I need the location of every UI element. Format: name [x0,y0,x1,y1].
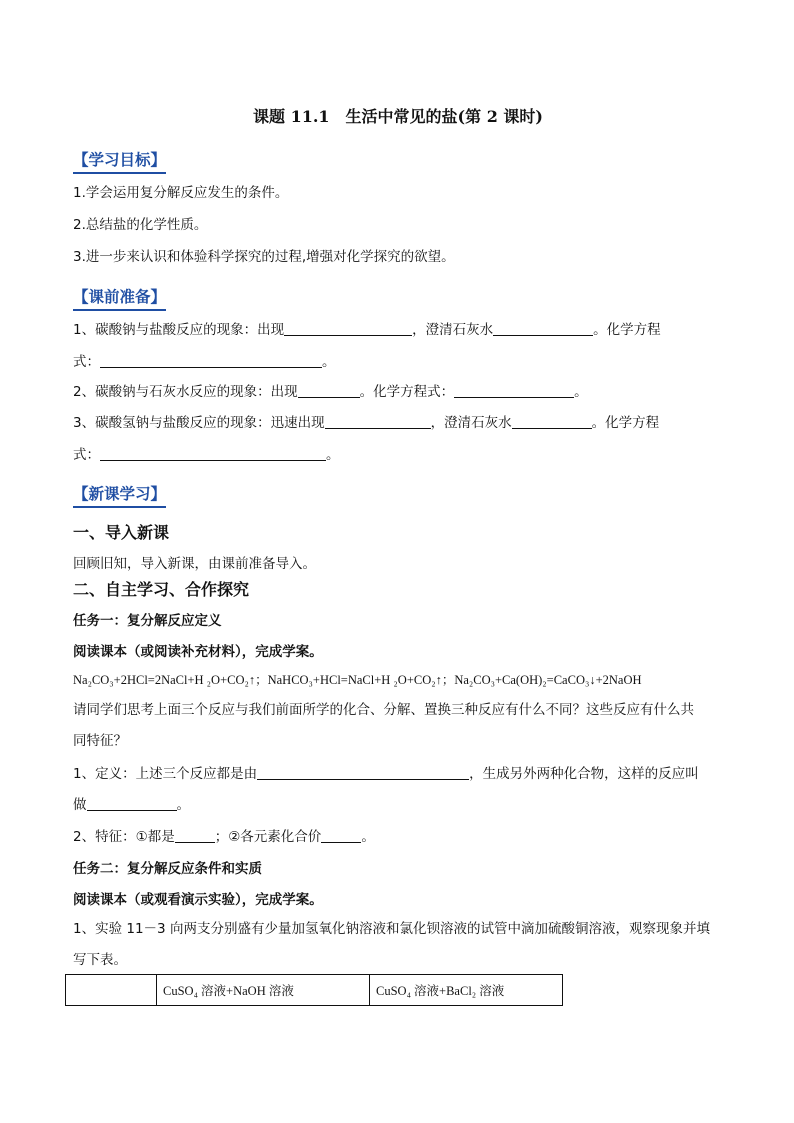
goal-item-1: 1.学会运用复分解反应发生的条件。 [73,185,289,201]
answer-blank[interactable] [454,382,574,398]
features-text-a: 2、特征：①都是 [73,829,175,845]
definition-text-b: ，生成另外两种化合物，这样的反应叫 [469,766,699,782]
table-row [66,975,563,1006]
definition-text-c: 做 [73,797,87,813]
reaction-equations: Na₂CO₃+2HCl=2NaCl+H ₂O+CO₂↑；NaHCO₃+HCl=NaCl+H ₂O+CO₂↑；Na₂CO₃+Ca(OH)₂=CaCO₃↓+2NaOH [73,673,642,687]
prep-q2-text-b: 。化学方程式： [359,384,455,400]
part2-heading: 二、自主学习、合作探究 [73,580,250,599]
answer-blank[interactable] [325,413,431,429]
goals-heading: 【学习目标】 [73,148,166,174]
answer-blank[interactable] [87,795,177,811]
table-header-cell: CuSO₄ 溶液+BaCl₂ 溶液 [370,975,563,1006]
prep-q1-text-b: ，澄清石灰水 [412,322,494,338]
prep-question-1-cont [73,352,723,372]
table-header-cell: CuSO₄ 溶液+NaOH 溶液 [157,975,370,1006]
prep-q1-text-d: 式： [73,354,100,370]
goal-item-2: 2.总结盐的化学性质。 [73,217,208,233]
think-question: 请同学们思考上面三个反应与我们前面所学的化合、分解、置换三种反应有什么不同？这些反应有什么共 [73,702,694,718]
experiment-text-cont: 写下表。 [73,952,127,968]
task1-heading: 任务一：复分解反应定义 [73,613,222,629]
answer-blank[interactable] [100,352,322,368]
part1-text: 回顾旧知，导入新课，由课前准备导入。 [73,556,316,572]
table-header-cell [66,975,157,1006]
answer-blank[interactable] [321,827,361,843]
features-line [73,827,723,847]
prep-q3-text-a: 3、碳酸氢钠与盐酸反应的现象：迅速出现 [73,415,325,431]
task2-instruction: 阅读课本（或观看演示实验），完成学案。 [73,892,323,908]
prep-q3-text-e: 。 [326,447,340,463]
answer-blank[interactable] [175,827,215,843]
task2-heading: 任务二：复分解反应条件和实质 [73,861,262,877]
prep-q1-text-c: 。化学方程 [593,322,661,338]
goal-item-3: 3.进一步来认识和体验科学探究的过程,增强对化学探究的欲望。 [73,249,455,265]
prep-question-1 [73,320,723,340]
prep-q1-text-a: 1、碳酸钠与盐酸反应的现象：出现 [73,322,285,338]
prep-q3-text-c: 。化学方程 [591,415,660,431]
prep-question-3 [73,413,723,433]
prep-q2-text-c: 。 [574,384,588,400]
answer-blank[interactable] [100,445,326,461]
prep-heading: 【课前准备】 [73,285,166,311]
experiment-table [65,974,563,1006]
page-title: 课题 11.1 生活中常见的盐(第 2 课时) [253,107,543,126]
answer-blank[interactable] [493,320,593,336]
answer-blank[interactable] [298,382,360,398]
answer-blank[interactable] [284,320,412,336]
prep-q3-text-b: ，澄清石灰水 [430,415,512,431]
definition-text-d: 。 [176,797,190,813]
experiment-text: 1、实验 11－3 向两支分别盛有少量加氢氧化钠溶液和氯化钡溶液的试管中滴加硫酸铜溶液，观察现象并填 [73,921,710,937]
prep-question-2 [73,382,723,402]
answer-blank[interactable] [257,764,469,780]
definition-text-a: 1、定义：上述三个反应都是由 [73,766,258,782]
features-text-c: 。 [361,829,375,845]
new-lesson-heading: 【新课学习】 [73,482,166,508]
definition-line-cont [73,795,723,815]
prep-q2-text-a: 2、碳酸钠与石灰水反应的现象：出现 [73,384,298,400]
definition-line [73,764,723,784]
prep-q3-text-d: 式： [73,447,100,463]
task1-instruction: 阅读课本（或阅读补充材料），完成学案。 [73,644,323,660]
prep-q1-text-e: 。 [322,354,336,370]
prep-question-3-cont [73,445,723,465]
part1-heading: 一、导入新课 [73,523,170,542]
features-text-b: ；②各元素化合价 [214,829,322,845]
think-question-cont: 同特征？ [73,733,127,749]
answer-blank[interactable] [512,413,592,429]
